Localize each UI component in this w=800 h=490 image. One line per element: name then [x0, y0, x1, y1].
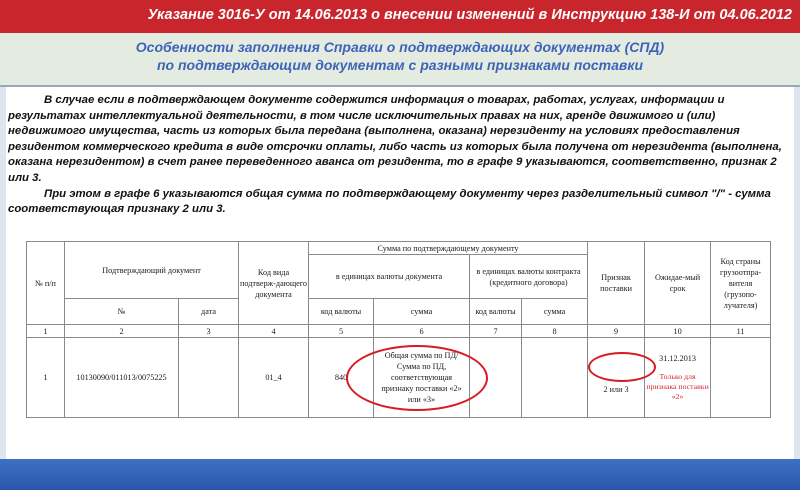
th-document: Подтверждающий документ — [65, 242, 239, 299]
page-title: Указание 3016-У от 14.06.2013 о внесении изменений в Инструкцию 138-И от 04.06.2012 — [147, 7, 792, 23]
col-number-4: 4 — [239, 325, 309, 338]
subtitle-line-2: по подтверждающим документам с разными признаками поставки — [156, 57, 644, 73]
col-number-3: 3 — [179, 325, 239, 338]
cell-row-number: 1 — [27, 338, 65, 418]
subtitle-line-1: Особенности заполнения Справки о подтверждающих документах (СПД) — [135, 39, 665, 55]
th-sum-group: Сумма по подтверждающему документу — [309, 242, 588, 255]
right-border-strip — [794, 87, 800, 459]
cell-sum-2 — [522, 338, 588, 418]
col-number-1: 1 — [27, 325, 65, 338]
sign-highlight-ellipse — [588, 352, 656, 382]
th-doc-currency: в единицах валюты документа — [309, 255, 470, 299]
th-delivery-sign: Признак поставки — [588, 242, 645, 325]
cell-delivery-sign: 2 или 3 — [588, 338, 645, 418]
th-contract-currency: в единицах валюты контракта (кредитного договора) — [470, 255, 588, 299]
cell-doc-number: 10130090/011013/0075225 — [65, 338, 179, 418]
col-number-9: 9 — [588, 325, 645, 338]
cell-currency-code: 840 — [309, 338, 374, 418]
th-sum: сумма — [374, 299, 470, 325]
col-number-11: 11 — [711, 325, 771, 338]
th-kind-code: Код вида подтверж-дающего документа — [239, 242, 309, 325]
cell-expected-date — [645, 338, 711, 418]
col-number-7: 7 — [470, 325, 522, 338]
th-sum-2: сумма — [522, 299, 588, 325]
expected-date-note: Только для признака поставки «2» — [646, 372, 709, 401]
col-number-5: 5 — [309, 325, 374, 338]
col-number-8: 8 — [522, 325, 588, 338]
cell-country-code — [711, 338, 771, 418]
th-doc-date: дата — [179, 299, 239, 325]
paragraph-1: В случае если в подтверждающем документе содержится информация о товарах, работах, услугах, информации и результатах интеллектуальной деятельности, в том числе исключительных правах на них, аренде движимого и (или) недвижимого имущества, часть из которых была передана (выполнена, оказана) нерезиденту на условиях предоставления резидентом коммерческого кредита в виде отсрочки оплаты, либо часть из которых была получена от нерезидента (выполнена, оказана нерезидентом) в счет ранее переведенного аванса от резидента, то в графе 9 указываются, соответственно, признак 2 или 3. — [8, 94, 782, 184]
col-number-10: 10 — [645, 325, 711, 338]
th-country-code: Код страны грузоотпра-вителя (грузопо-лучателя) — [711, 242, 771, 325]
paragraph-2: При этом в графе 6 указываются общая сумма по подтверждающему документу через разделительный символ "/" - сумма соответствующая признаку 2 или 3. — [8, 187, 771, 216]
th-currency-code-2: код валюты — [470, 299, 522, 325]
expected-date-value: 31.12.2013 — [659, 354, 696, 363]
th-row-number: № п/п — [27, 242, 65, 325]
cell-kind-code: 01_4 — [239, 338, 309, 418]
col-number-6: 6 — [374, 325, 470, 338]
sum-highlight-ellipse — [346, 345, 488, 411]
left-border-strip — [0, 87, 6, 459]
body-text — [8, 93, 792, 218]
th-expected-date: Ожидае-мый срок — [645, 242, 711, 325]
footer-bar — [0, 459, 800, 490]
th-doc-number: № — [65, 299, 179, 325]
col-number-2: 2 — [65, 325, 179, 338]
th-currency-code: код валюты — [309, 299, 374, 325]
cell-sum: Общая сумма по ПД/ Сумма по ПД, соответствующая признаку поставки «2» или «3» — [374, 338, 470, 418]
cell-doc-date — [179, 338, 239, 418]
